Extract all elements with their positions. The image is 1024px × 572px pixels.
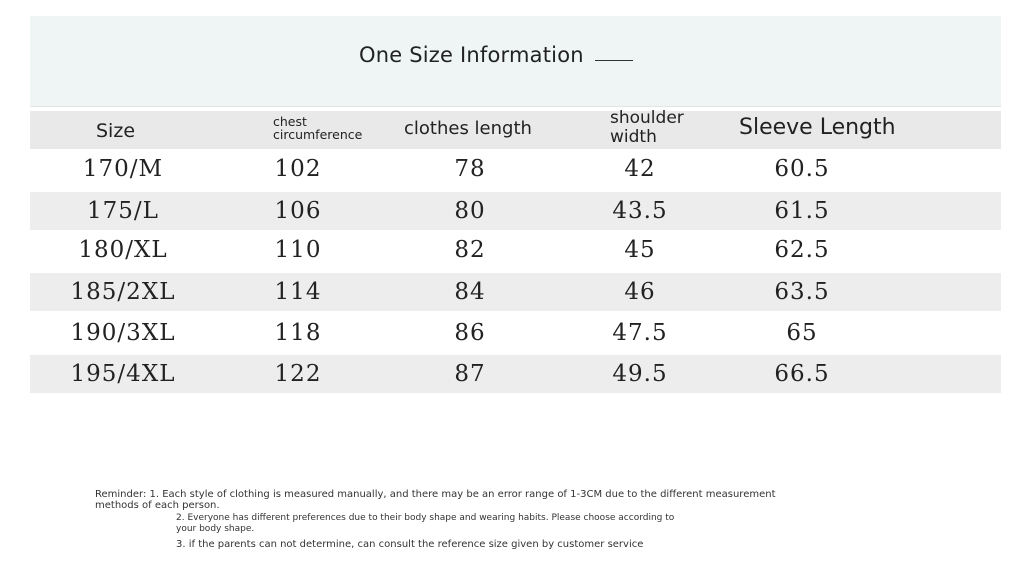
cell-size: 180/XL <box>78 237 168 263</box>
cell-length: 80 <box>454 198 486 224</box>
cell-sleeve: 65 <box>786 320 818 346</box>
reminder-line-3: 3. if the parents can not determine, can consult the reference size given by customer service <box>176 539 644 550</box>
cell-shoulder: 43.5 <box>612 198 668 224</box>
cell-length: 87 <box>454 361 486 387</box>
header-sleeve-length: Sleeve Length <box>739 115 896 140</box>
cell-shoulder: 46 <box>624 279 656 305</box>
cell-length: 78 <box>454 156 486 182</box>
cell-sleeve: 60.5 <box>774 156 830 182</box>
table-row <box>30 150 1001 188</box>
table-row <box>30 273 1001 311</box>
cell-chest: 118 <box>274 320 322 346</box>
cell-length: 82 <box>454 237 486 263</box>
page-title: One Size Information <box>359 43 584 67</box>
title-underline-dash <box>595 60 633 61</box>
cell-length: 86 <box>454 320 486 346</box>
table-row <box>30 314 1001 352</box>
cell-chest: 122 <box>274 361 322 387</box>
cell-size: 170/M <box>82 156 164 182</box>
reminder-line-2: 2. Everyone has different preferences due to their body shape and wearing habits. Please choose according to your body shape. <box>176 513 675 534</box>
cell-chest: 106 <box>274 198 322 224</box>
cell-sleeve: 61.5 <box>774 198 830 224</box>
cell-size: 185/2XL <box>70 279 176 305</box>
table-row <box>30 355 1001 393</box>
table-row <box>30 192 1001 230</box>
table-row <box>30 231 1001 269</box>
cell-chest: 102 <box>274 156 322 182</box>
cell-size: 175/L <box>87 198 159 224</box>
cell-shoulder: 42 <box>624 156 656 182</box>
header-shoulder-width: shoulder width <box>610 108 684 147</box>
header-size: Size <box>96 120 136 142</box>
header-chest-circumference: chest circumference <box>273 114 363 142</box>
cell-size: 190/3XL <box>70 320 176 346</box>
table-header-row <box>30 108 1001 149</box>
cell-shoulder: 45 <box>624 237 656 263</box>
reminder-line-1: Reminder: 1. Each style of clothing is measured manually, and there may be an error range of 1-3CM due to the different measurement methods of each person. <box>95 489 776 511</box>
header-clothes-length: clothes length <box>404 118 532 139</box>
cell-length: 84 <box>454 279 486 305</box>
cell-chest: 114 <box>274 279 322 305</box>
cell-shoulder: 47.5 <box>612 320 668 346</box>
cell-sleeve: 62.5 <box>774 237 830 263</box>
cell-shoulder: 49.5 <box>612 361 668 387</box>
cell-sleeve: 66.5 <box>774 361 830 387</box>
cell-size: 195/4XL <box>70 361 176 387</box>
cell-sleeve: 63.5 <box>774 279 830 305</box>
cell-chest: 110 <box>274 237 322 263</box>
